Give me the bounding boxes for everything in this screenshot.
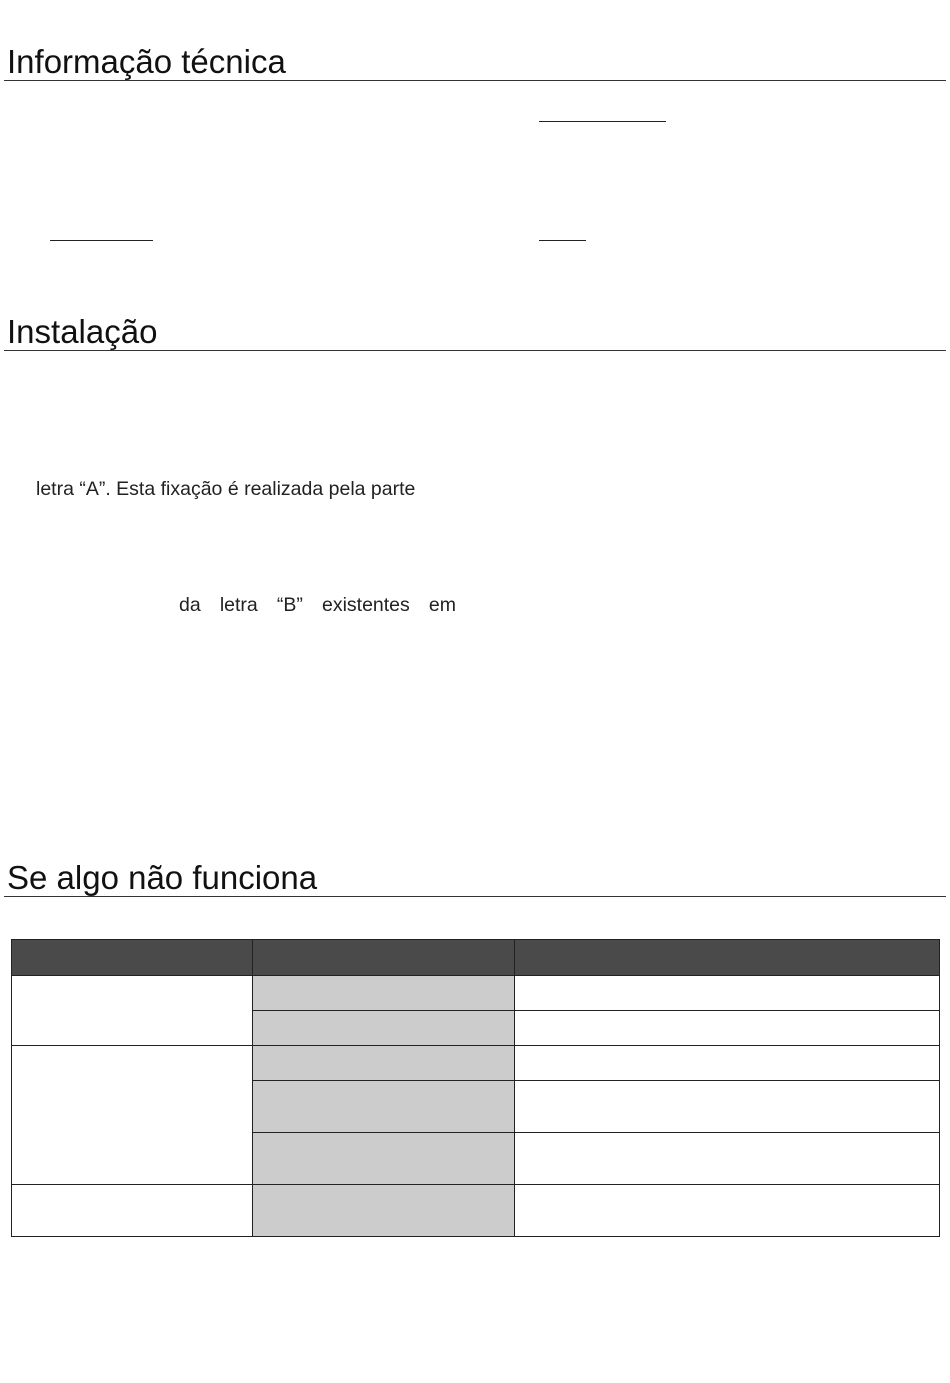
section-title-troubleshooting: Se algo não funciona: [7, 859, 318, 896]
solution-cell: [515, 1185, 940, 1237]
section-title-installation: Instalação: [7, 313, 158, 350]
word: em: [428, 594, 456, 616]
solution-cell: [515, 1011, 940, 1046]
section-rule-tech-info: [4, 80, 946, 81]
solution-cell: [515, 1133, 940, 1185]
cause-cell: [253, 1046, 515, 1081]
blank-line: [50, 240, 153, 241]
troubleshooting-table: [11, 939, 940, 1237]
solution-cell: [515, 976, 940, 1011]
problem-cell: [12, 976, 253, 1046]
section-title-tech-info: Informação técnica: [7, 43, 286, 80]
problem-cell: [12, 1185, 253, 1237]
cause-cell: [253, 976, 515, 1011]
solution-cell: [515, 1081, 940, 1133]
table-row: [12, 1185, 940, 1237]
installation-text-fragment-a: letra “A”. Esta fixação é realizada pela parte: [36, 478, 416, 500]
table-row: [12, 1046, 940, 1081]
cause-cell: [253, 1011, 515, 1046]
solution-cell: [515, 1046, 940, 1081]
cause-cell: [253, 1081, 515, 1133]
word: “B”: [276, 594, 303, 616]
problem-cell: [12, 1046, 253, 1185]
blank-line: [539, 121, 666, 122]
blank-line: [539, 240, 586, 241]
table-header-row: [12, 940, 940, 976]
header-cell-cause: [253, 940, 515, 976]
installation-text-fragment-b: [179, 593, 456, 617]
word: letra: [219, 594, 258, 616]
word: existentes: [321, 594, 410, 616]
cause-cell: [253, 1133, 515, 1185]
cause-cell: [253, 1185, 515, 1237]
header-cell-solution: [515, 940, 940, 976]
table-row: [12, 976, 940, 1011]
section-rule-troubleshooting: [4, 896, 946, 897]
header-cell-problem: [12, 940, 253, 976]
section-rule-installation: [4, 350, 946, 351]
word: da: [179, 594, 201, 616]
